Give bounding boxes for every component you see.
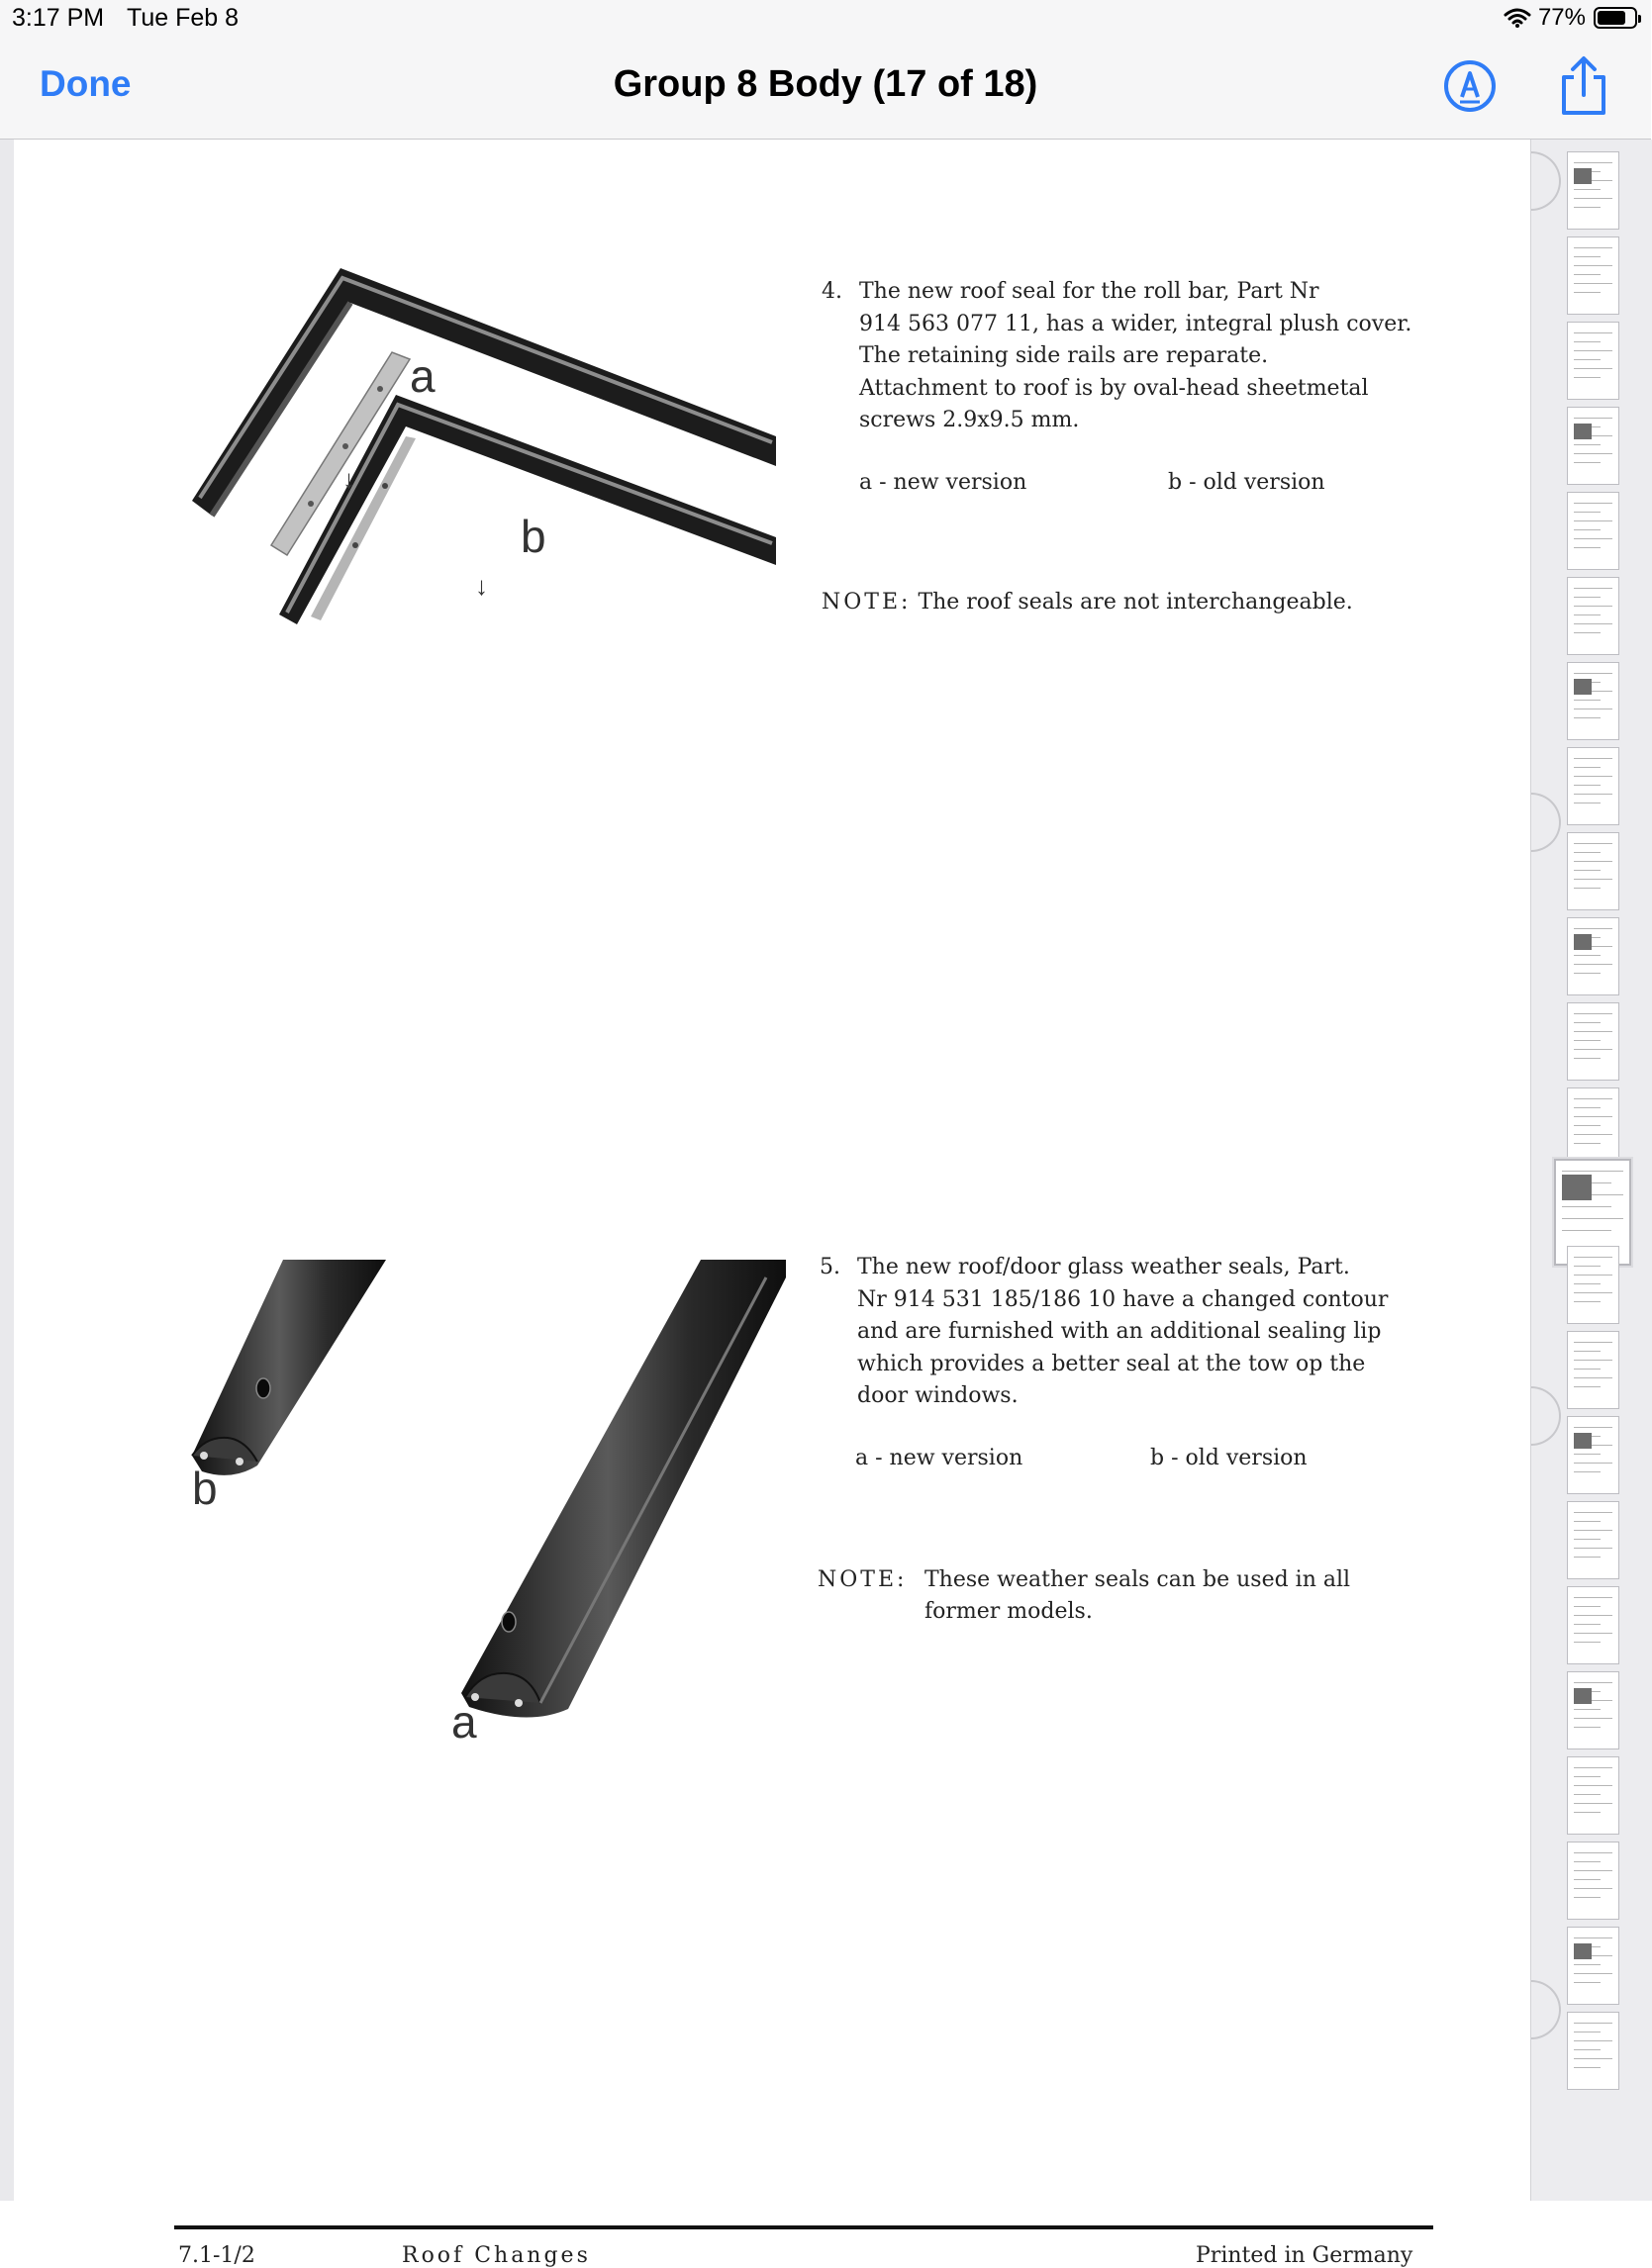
page-thumbnail[interactable] — [1567, 662, 1619, 740]
item-4-note-text: The roof seals are not interchangeable. — [918, 590, 1353, 614]
status-date: Tue Feb 8 — [127, 4, 240, 32]
figure1-arrow-a: ↓ — [342, 464, 355, 494]
nav-bar — [0, 40, 1651, 140]
sidebar-notch — [1531, 151, 1561, 211]
page-thumbnail[interactable] — [1567, 1586, 1619, 1664]
item-5-note-line: These weather seals can be used in all — [924, 1567, 1351, 1592]
item-5-line: The new roof/door glass weather seals, Part. — [857, 1255, 1350, 1279]
item-4-note — [822, 587, 1353, 618]
item-4-body — [859, 276, 1455, 437]
item-5-body — [857, 1252, 1453, 1413]
item-4-line: The retaining side rails are reparate. — [859, 343, 1269, 368]
item-5-line: which provides a better seal at the tow op the — [857, 1351, 1366, 1376]
page-thumbnail[interactable] — [1567, 917, 1619, 995]
item-4-line: Attachment to roof is by oval-head sheetmetal — [859, 375, 1369, 401]
status-indicators — [1505, 4, 1637, 32]
page-thumbnail[interactable] — [1567, 1331, 1619, 1409]
page-thumbnail[interactable] — [1567, 1671, 1619, 1749]
item-4-number: 4. — [822, 279, 842, 304]
item-5-note-label: NOTE: — [818, 1567, 908, 1592]
item-4-line: The new roof seal for the roll bar, Part Nr — [859, 279, 1319, 304]
page-thumbnail[interactable] — [1567, 832, 1619, 910]
page-thumbnail[interactable] — [1567, 747, 1619, 825]
footer-section: Roof Changes — [402, 2243, 591, 2268]
item-5-line: door windows. — [857, 1383, 1019, 1408]
page-thumbnail[interactable] — [1567, 407, 1619, 485]
page-thumbnail[interactable] — [1567, 1842, 1619, 1920]
sidebar-notch — [1531, 1980, 1561, 2039]
figure1-label-a: a — [410, 350, 436, 402]
page-thumbnail[interactable] — [1567, 1927, 1619, 2005]
page-thumbnail[interactable] — [1567, 2012, 1619, 2090]
figure1-label-b: b — [521, 511, 546, 562]
sidebar-notch — [1531, 793, 1561, 852]
item-4-legend-a: a - new version — [859, 470, 1027, 495]
page-thumbnail[interactable] — [1567, 322, 1619, 400]
page-thumbnail[interactable] — [1567, 1416, 1619, 1494]
page-thumbnail[interactable] — [1567, 1002, 1619, 1081]
item-5-line: and are furnished with an additional sealing lip — [857, 1319, 1382, 1344]
page-thumbnail[interactable] — [1567, 577, 1619, 655]
thumbnail-sidebar[interactable] — [1530, 140, 1652, 2201]
battery-fill — [1598, 11, 1625, 25]
item-5-text — [820, 1252, 1453, 1413]
item-5-note — [818, 1564, 1350, 1628]
page-thumbnail[interactable] — [1567, 1756, 1619, 1835]
figure2-label-a: a — [451, 1696, 477, 1748]
item-4-legend-b: b - old version — [1168, 470, 1325, 495]
item-4-line: screws 2.9x9.5 mm. — [859, 408, 1080, 432]
page-thumbnail[interactable] — [1567, 151, 1619, 230]
item-4-text — [822, 276, 1455, 437]
item-4-line: 914 563 077 11, has a wider, integral plush cover. — [859, 311, 1412, 336]
footer-printed: Printed in Germany — [1196, 2243, 1413, 2268]
page-thumbnail[interactable] — [1567, 236, 1619, 315]
markup-pen-icon[interactable] — [1443, 59, 1497, 113]
document-title: Group 8 Body (17 of 18) — [613, 63, 1038, 105]
item-5-number: 5. — [820, 1255, 840, 1279]
page-thumbnail[interactable] — [1567, 1087, 1619, 1166]
battery-icon — [1594, 7, 1637, 29]
footer-code: 7.1-1/2 — [178, 2243, 255, 2268]
item-5-legend-b: b - old version — [1150, 1446, 1308, 1470]
wifi-icon — [1505, 8, 1530, 28]
status-time: 3:17 PM — [12, 4, 105, 32]
page-thumbnail[interactable] — [1567, 1501, 1619, 1579]
document-page[interactable] — [14, 140, 1530, 2268]
figure2-label-b: b — [192, 1463, 218, 1514]
page-thumbnail[interactable] — [1567, 1246, 1619, 1324]
figure1-arrow-b: ↓ — [475, 571, 488, 601]
page-thumbnail[interactable] — [1567, 492, 1619, 570]
share-icon[interactable] — [1556, 55, 1611, 117]
sidebar-notch — [1531, 1386, 1561, 1446]
weather-seal-figure — [172, 1129, 786, 1762]
status-bar — [0, 0, 1651, 40]
footer-rule — [174, 2225, 1433, 2229]
roof-seal-figure — [172, 268, 806, 644]
item-5-line: Nr 914 531 185/186 10 have a changed contour — [857, 1286, 1389, 1312]
done-button[interactable]: Done — [40, 63, 132, 104]
battery-percent: 77% — [1537, 4, 1586, 31]
item-5-legend-a: a - new version — [855, 1446, 1023, 1470]
item-5-note-line: former models. — [924, 1599, 1093, 1624]
item-4-note-label: NOTE: — [822, 590, 912, 614]
